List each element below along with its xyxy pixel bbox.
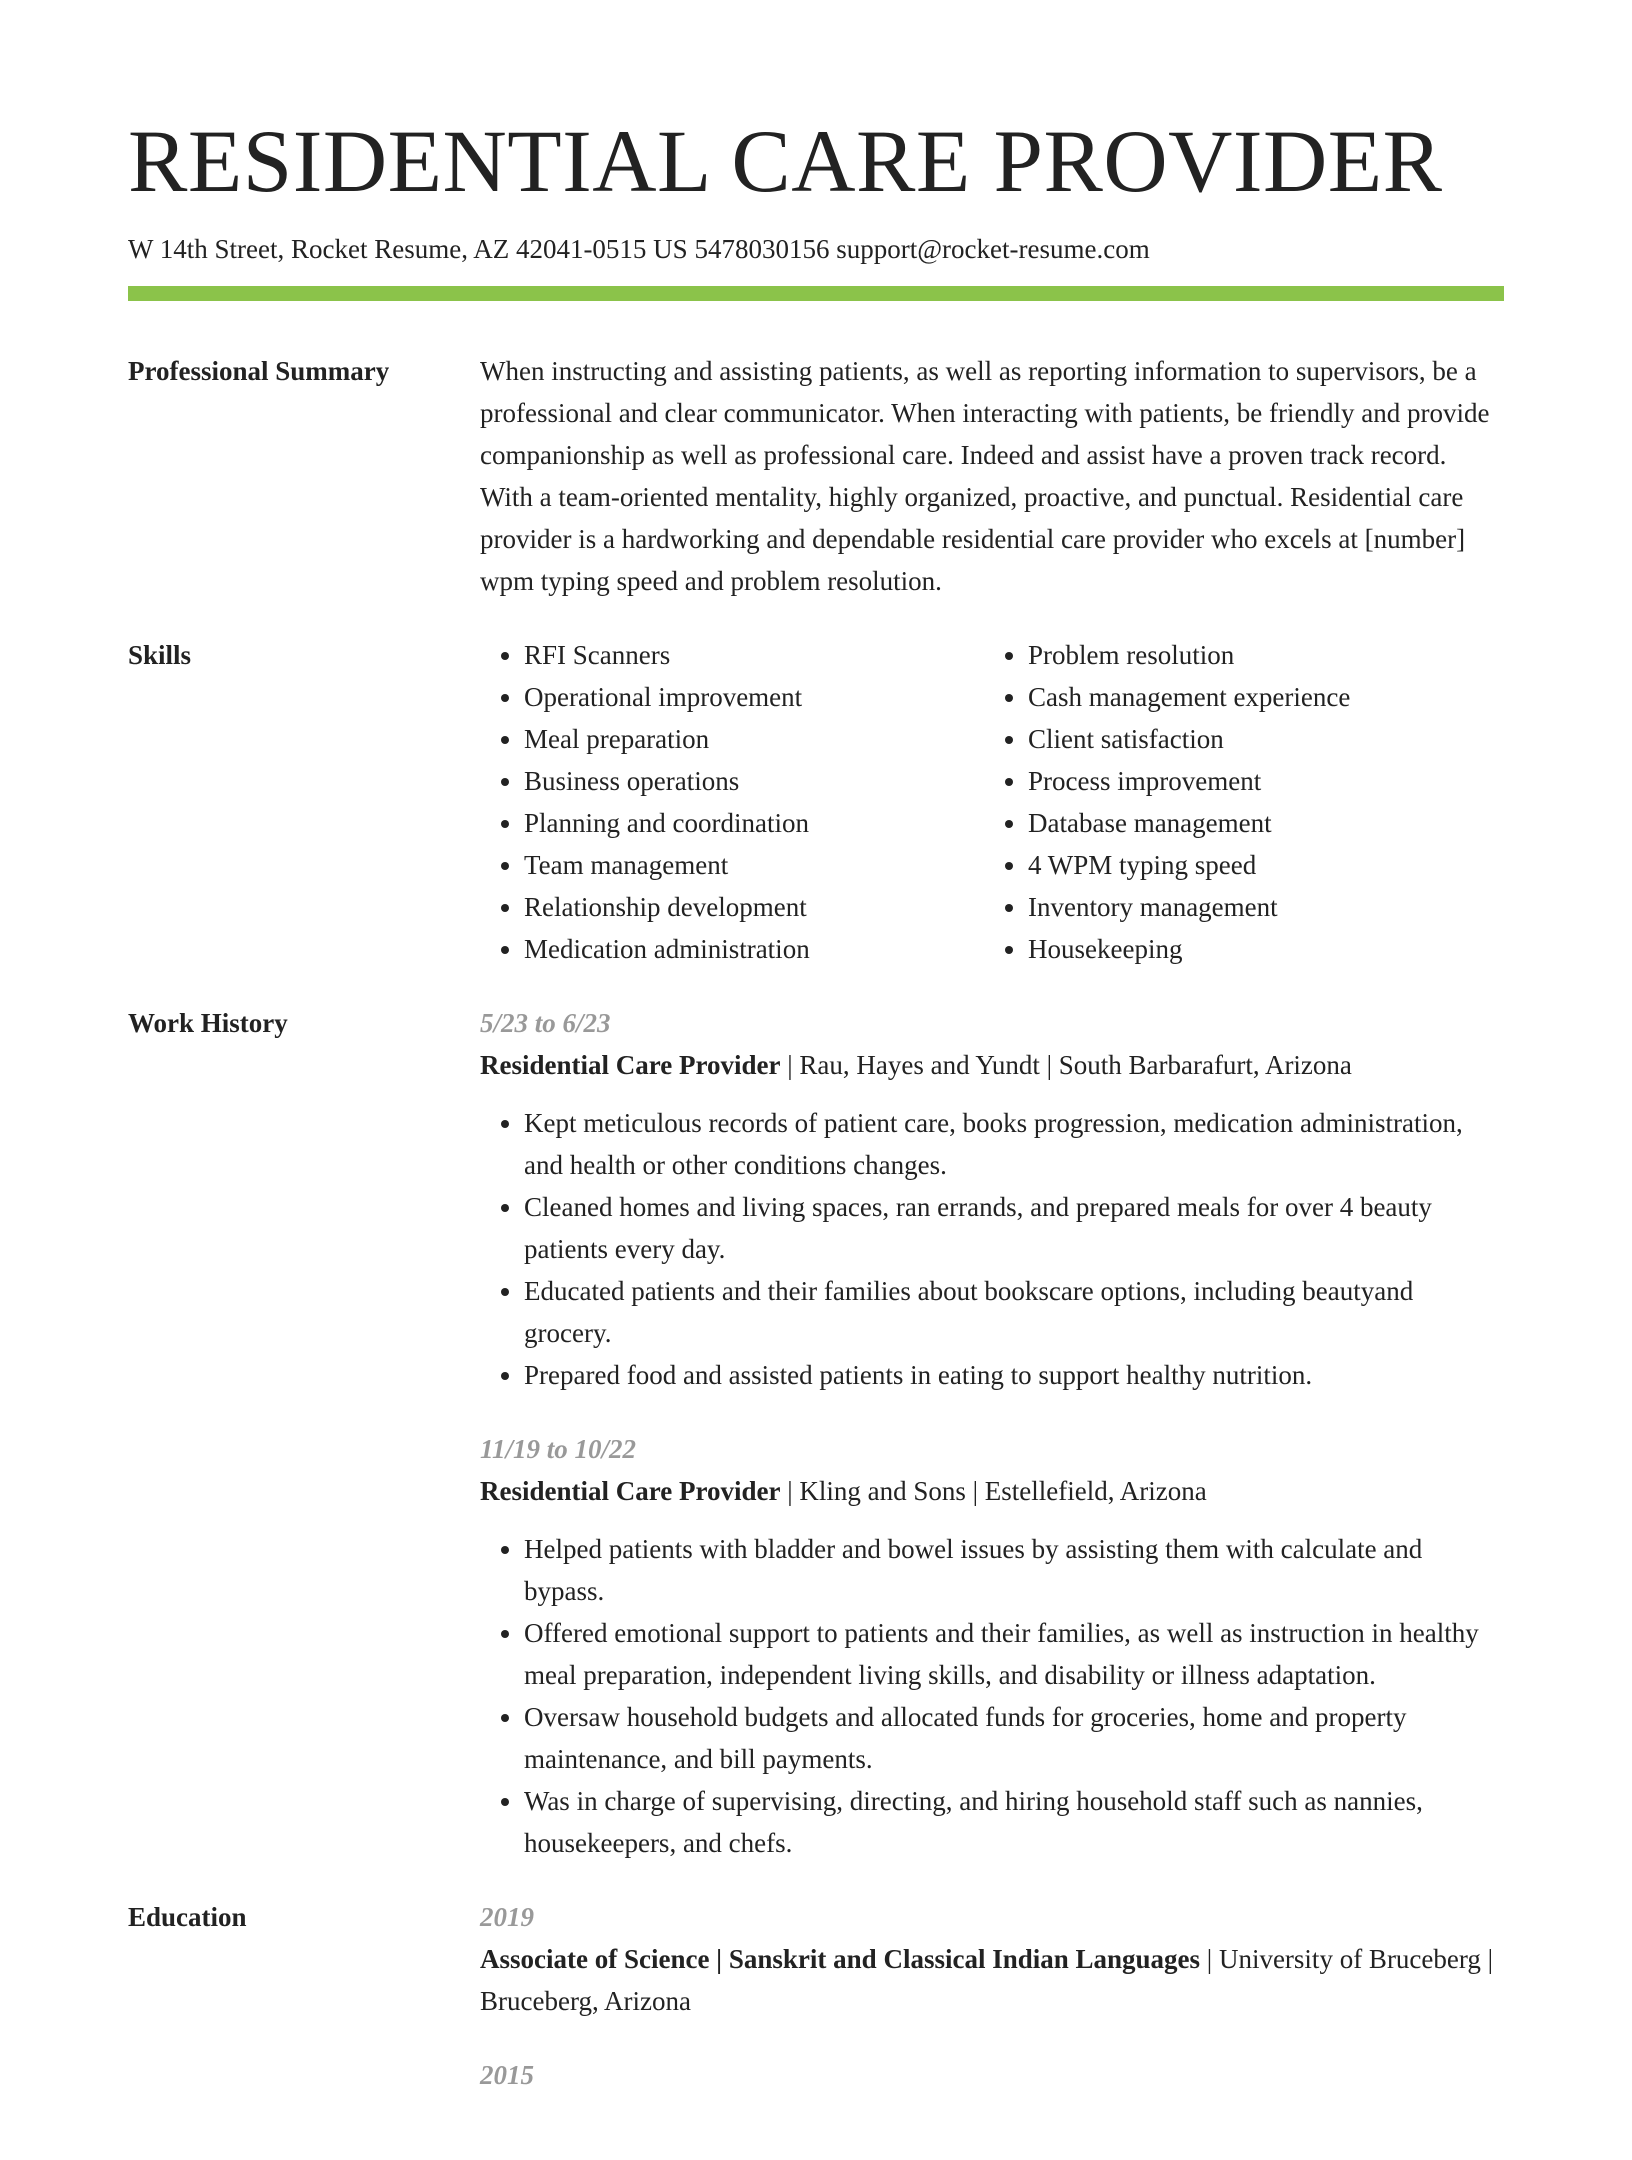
education-school-location: | University of Bruceberg | Bruceberg, Arizona	[480, 1944, 1494, 2016]
skills-columns	[480, 634, 1504, 970]
education-heading	[480, 1938, 1504, 2022]
job-bullet: • Educated patients and their families about bookscare options, including beautyand grocery.	[524, 1270, 1504, 1354]
work-history-label: Work History	[128, 1008, 288, 1038]
skill-item: • 4 WPM typing speed	[1028, 844, 1488, 886]
job-bullet: • Prepared food and assisted patients in eating to support healthy nutrition.	[524, 1354, 1504, 1396]
skill-item: • Cash management experience	[1028, 676, 1488, 718]
resume-name-heading: RESIDENTIAL CARE PROVIDER	[128, 113, 1443, 211]
job-heading	[480, 1044, 1504, 1086]
education-date: 2019	[480, 1902, 534, 1932]
summary-text: When instructing and assisting patients, as well as reporting information to supervisors, be a professional and clear communicator. When interacting with patients, be friendly and provide companionship as well as professional care. Indeed and assist have a proven track record. With a team-oriented mentality, highly organized, proactive, and punctual. Residential care provider is a hardworking and dependable residential care provider who excels at [number] wpm typing speed and problem resolution.	[480, 356, 1490, 596]
education-entry	[480, 2054, 1504, 2096]
work-history-section	[128, 1002, 1504, 1864]
skills-list-left	[480, 634, 984, 970]
job-bullet: • Helped patients with bladder and bowel issues by assisting them with calculate and bypass.	[524, 1528, 1504, 1612]
skill-item: • Planning and coordination	[524, 802, 984, 844]
skill-item: • Process improvement	[1028, 760, 1488, 802]
summary-label: Professional Summary	[128, 356, 390, 386]
job-title: Residential Care Provider	[480, 1050, 781, 1080]
skill-item: • Client satisfaction	[1028, 718, 1488, 760]
education-date: 2015	[480, 2060, 534, 2090]
job-dates: 5/23 to 6/23	[480, 1008, 611, 1038]
job-bullets	[480, 1528, 1504, 1864]
skills-list-right	[984, 634, 1488, 970]
job-bullet: • Was in charge of supervising, directing, and hiring household staff such as nannies, housekeepers, and chefs.	[524, 1780, 1504, 1864]
skill-item: • Problem resolution	[1028, 634, 1488, 676]
summary-section	[128, 350, 1504, 602]
skill-item: • Database management	[1028, 802, 1488, 844]
job-title: Residential Care Provider	[480, 1476, 781, 1506]
job-bullet: • Oversaw household budgets and allocated funds for groceries, home and property maintenance, and bill payments.	[524, 1696, 1504, 1780]
job-bullet: • Cleaned homes and living spaces, ran errands, and prepared meals for over 4 beauty patients every day.	[524, 1186, 1504, 1270]
header-divider	[128, 286, 1504, 301]
skill-item: • Medication administration	[524, 928, 984, 970]
skill-item: • Housekeeping	[1028, 928, 1488, 970]
skill-item: • RFI Scanners	[524, 634, 984, 676]
skill-item: • Business operations	[524, 760, 984, 802]
skills-section	[128, 634, 1504, 970]
skill-item: • Inventory management	[1028, 886, 1488, 928]
skill-item: • Relationship development	[524, 886, 984, 928]
education-label: Education	[128, 1902, 247, 1932]
contact-line: W 14th Street, Rocket Resume, AZ 42041-0515 US 5478030156 support@rocket-resume.com	[128, 234, 1150, 264]
job-bullet: • Kept meticulous records of patient care, books progression, medication administration, and health or other conditions changes.	[524, 1102, 1504, 1186]
job-bullet: • Offered emotional support to patients and their families, as well as instruction in healthy meal preparation, independent living skills, and disability or illness adaptation.	[524, 1612, 1504, 1696]
job-employer-location: | Kling and Sons | Estellefield, Arizona	[780, 1476, 1207, 1506]
resume-content	[128, 350, 1504, 2160]
job-employer-location: | Rau, Hayes and Yundt | South Barbarafurt, Arizona	[780, 1050, 1352, 1080]
job-dates: 11/19 to 10/22	[480, 1434, 637, 1464]
skills-label: Skills	[128, 640, 192, 670]
skill-item: • Team management	[524, 844, 984, 886]
skill-item: • Operational improvement	[524, 676, 984, 718]
job-bullets	[480, 1102, 1504, 1396]
job-entry	[480, 1428, 1504, 1864]
job-entry	[480, 1002, 1504, 1396]
education-degree: Associate of Science | Sanskrit and Classical Indian Languages	[480, 1944, 1201, 1974]
job-heading	[480, 1470, 1504, 1512]
education-section	[128, 1896, 1504, 2128]
education-entry	[480, 1896, 1504, 2022]
skill-item: • Meal preparation	[524, 718, 984, 760]
